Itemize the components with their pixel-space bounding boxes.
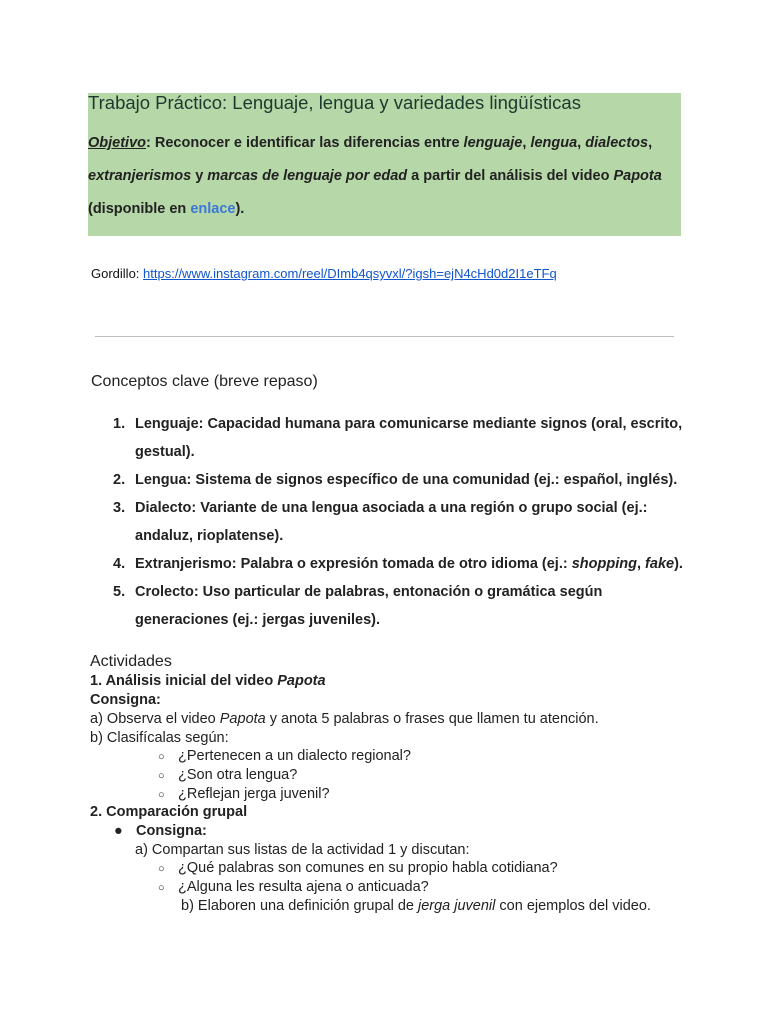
sub-item: ○ ¿Son otra lengua? xyxy=(158,767,298,783)
circle-bullet-icon: ○ xyxy=(158,789,165,801)
list-item: 1. Lenguaje: Capacidad humana para comunicarse mediante signos (oral, escrito, xyxy=(113,416,683,432)
activity-1-title: 1. Análisis inicial del video Papota xyxy=(90,673,326,689)
circle-bullet-icon: ○ xyxy=(158,882,165,894)
objective-label: Objetivo xyxy=(88,135,147,151)
list-item: 2. Lengua: Sistema de signos específico de una comunidad (ej.: español, inglés). xyxy=(113,472,678,488)
activity-1-a: a) Observa el video Papota y anota 5 palabras o frases que llamen tu atención. xyxy=(90,711,599,727)
gordillo-link[interactable]: https://www.instagram.com/reel/DImb4qsyvxl/?igsh=ejN4cHd0d2I1eTFq xyxy=(143,266,557,281)
activity-2-title: 2. Comparación grupal xyxy=(90,804,248,820)
gordillo-line: Gordillo: https://www.instagram.com/reel/DImb4qsyvxl/?igsh=ejN4cHd0d2I1eTFq xyxy=(91,266,557,281)
page-title: Trabajo Práctico: Lenguaje, lengua y variedades lingüísticas xyxy=(88,92,581,113)
list-item: 3. Dialecto: Variante de una lengua asociada a una región o grupo social (ej.: xyxy=(113,500,648,516)
activity-1-b: b) Clasifícalas según: xyxy=(90,730,229,746)
activities-heading: Actividades xyxy=(90,653,172,670)
bullet-icon: ● xyxy=(114,823,123,839)
objective-line-2: extranjerismos y marcas de lenguaje por edad a partir del análisis del video Papota xyxy=(88,168,662,184)
sub-item: ○ ¿Pertenecen a un dialecto regional? xyxy=(158,748,411,764)
sub-item: ○ ¿Qué palabras son comunes en su propio habla cotidiana? xyxy=(158,860,558,876)
list-item: 4. Extranjerismo: Palabra o expresión tomada de otro idioma (ej.: shopping, fake). xyxy=(113,556,683,572)
circle-bullet-icon: ○ xyxy=(158,863,165,875)
enlace-link[interactable]: enlace xyxy=(190,201,236,217)
list-item-cont: generaciones (ej.: jergas juveniles). xyxy=(135,612,380,628)
activity-2-b: b) Elaboren una definición grupal de jerga juvenil con ejemplos del video. xyxy=(181,898,651,914)
objective-line-3: (disponible en enlace). xyxy=(88,201,245,217)
consigna-label: Consigna: xyxy=(90,692,161,708)
sub-item: ○ ¿Alguna les resulta ajena o anticuada? xyxy=(158,879,429,895)
activity-2-consigna: ● Consigna: xyxy=(114,823,207,839)
circle-bullet-icon: ○ xyxy=(158,751,165,763)
list-item-cont: gestual). xyxy=(135,444,195,460)
list-item: 5. Crolecto: Uso particular de palabras, entonación o gramática según xyxy=(113,584,603,600)
objective-line-1: Objetivo: Reconocer e identificar las diferencias entre lenguaje, lengua, dialectos, xyxy=(88,135,653,151)
activity-2-a: a) Compartan sus listas de la actividad 1 y discutan: xyxy=(135,842,470,858)
list-item-cont: andaluz, rioplatense). xyxy=(135,528,284,544)
concepts-heading: Conceptos clave (breve repaso) xyxy=(91,373,318,390)
circle-bullet-icon: ○ xyxy=(158,770,165,782)
divider xyxy=(95,336,674,337)
sub-item: ○ ¿Reflejan jerga juvenil? xyxy=(158,786,330,802)
